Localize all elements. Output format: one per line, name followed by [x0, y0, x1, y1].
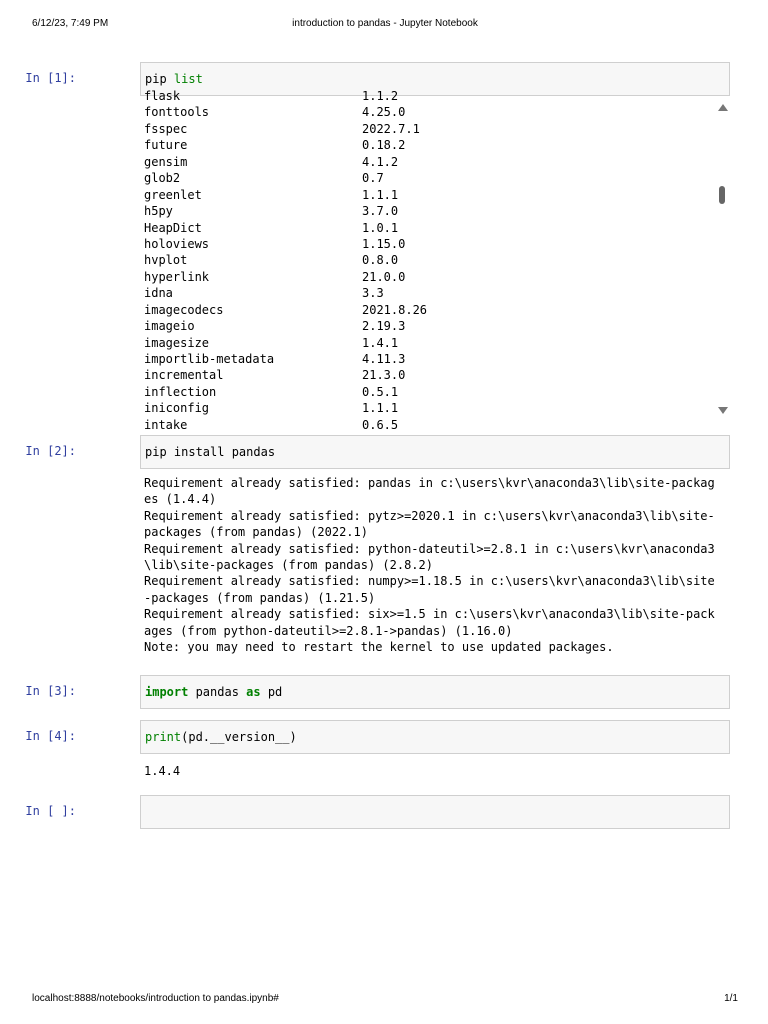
code-input[interactable]: [140, 675, 730, 709]
package-name: flask: [144, 89, 181, 103]
package-name: holoviews: [144, 236, 210, 251]
package-version: 1.1.1: [362, 187, 399, 202]
package-row: [144, 252, 427, 268]
package-row: [144, 384, 427, 400]
cell-prompt: In [1]:: [25, 71, 76, 85]
print-footer: [32, 993, 738, 1007]
package-name: importlib-metadata: [144, 352, 275, 366]
package-row: [144, 88, 427, 104]
code-input[interactable]: [140, 795, 730, 829]
package-row: [144, 170, 427, 186]
print-page-count: 1/1: [724, 993, 738, 1004]
package-name: future: [144, 138, 188, 153]
package-name: iniconfig: [144, 401, 210, 416]
package-name: fonttools: [144, 105, 210, 120]
package-row: [144, 318, 427, 334]
print-title: introduction to pandas - Jupyter Notebook: [292, 18, 478, 29]
package-version: 1.4.1: [362, 335, 399, 350]
package-version: 2.19.3: [362, 319, 406, 334]
package-version: 4.11.3: [362, 352, 406, 366]
package-row: [144, 154, 427, 170]
package-row: [144, 351, 427, 367]
package-name: gensim: [144, 154, 188, 169]
cell-prompt: In [4]:: [25, 729, 76, 743]
package-version: 2022.7.1: [362, 121, 420, 136]
package-row: [144, 400, 427, 416]
code-cell-3[interactable]: [10, 675, 730, 711]
package-row: [144, 236, 427, 252]
package-name: glob2: [144, 171, 181, 186]
package-name: fsspec: [144, 121, 188, 136]
package-name: inflection: [144, 384, 217, 399]
code-text: import pandas as pd: [145, 685, 283, 699]
package-version: 3.3: [362, 286, 384, 301]
package-version: 0.6.5: [362, 417, 399, 432]
package-name: h5py: [144, 204, 173, 219]
package-version: 0.8.0: [362, 253, 399, 268]
package-version: 0.18.2: [362, 138, 406, 153]
package-row: [144, 187, 427, 203]
scroll-thumb[interactable]: [719, 186, 725, 204]
code-input[interactable]: [140, 435, 730, 469]
code-cell-5[interactable]: [10, 795, 730, 831]
package-name: imagesize: [144, 335, 210, 350]
package-version: 1.1.1: [362, 401, 399, 416]
code-text: print(pd.__version__): [145, 730, 297, 744]
package-row: [144, 137, 427, 153]
package-version: 3.7.0: [362, 204, 399, 219]
package-row: [144, 335, 427, 351]
code-text: pip list: [145, 72, 203, 86]
package-name: incremental: [144, 368, 224, 383]
package-table: [144, 88, 427, 433]
cell-prompt: In [ ]:: [25, 804, 76, 818]
scroll-down-icon[interactable]: [718, 407, 728, 414]
code-input[interactable]: [140, 720, 730, 754]
print-header: [32, 18, 738, 32]
package-name: intake: [144, 417, 188, 432]
package-name: imagecodecs: [144, 302, 224, 317]
package-row: [144, 220, 427, 236]
package-name: greenlet: [144, 187, 202, 202]
package-row: [144, 269, 427, 285]
package-version: 1.15.0: [362, 236, 406, 251]
package-name: idna: [144, 286, 173, 301]
code-text: pip install pandas: [145, 445, 276, 459]
output-scrollbar[interactable]: [714, 94, 730, 424]
code-cell-2[interactable]: [10, 435, 730, 665]
package-version: 0.5.1: [362, 384, 399, 399]
package-name: hvplot: [144, 253, 188, 268]
cell-output: Requirement already satisfied: pandas in c:\users\kvr\anaconda3\lib\site-packag es (1.4.4) Requirement already satisfied: pytz>=2020.1 in c:\users\kvr\anaconda3\lib\site- packages (from pandas) (2022.1) Requirement already satisfied: python-dateutil>=2.8.1 in c:\users\kvr\anaconda3 \lib\site-packages (from pandas) (2.8.2) Requirement already satisfied: numpy>=1.18.5 in c:\users\kvr\anaconda3\lib\site -packages (from pandas) (1.21.5) Requirement already satisfied: six>=1.5 in c:\users\kvr\anaconda3\lib\site-pack ages (from python-dateutil>=2.8.1->pandas) (1.16.0) Note: you may need to restart the kernel to use updated packages.: [144, 476, 715, 655]
package-version: 1.0.1: [362, 220, 399, 235]
print-url: localhost:8888/notebooks/introduction to pandas.ipynb#: [32, 993, 279, 1004]
code-cell-4[interactable]: [10, 720, 730, 786]
package-version: 2021.8.26: [362, 302, 428, 317]
package-row: [144, 367, 427, 383]
package-version: 4.1.2: [362, 154, 399, 169]
package-row: [144, 121, 427, 137]
package-row: [144, 104, 427, 120]
package-version: 0.7: [362, 171, 384, 186]
package-version: 21.3.0: [362, 368, 406, 383]
scroll-up-icon[interactable]: [718, 104, 728, 111]
cell-prompt: In [3]:: [25, 684, 76, 698]
package-row: [144, 417, 427, 433]
cell-prompt: In [2]:: [25, 444, 76, 458]
package-name: HeapDict: [144, 220, 202, 235]
package-version: 1.1.2: [362, 89, 399, 103]
package-row: [144, 302, 427, 318]
package-row: [144, 203, 427, 219]
package-version: 4.25.0: [362, 105, 406, 120]
package-version: 21.0.0: [362, 269, 406, 284]
package-name: hyperlink: [144, 269, 210, 284]
package-name: imageio: [144, 319, 195, 334]
pip-list-output[interactable]: [140, 89, 730, 432]
cell-output: 1.4.4: [144, 764, 181, 778]
print-date: 6/12/23, 7:49 PM: [32, 18, 109, 29]
package-row: [144, 285, 427, 301]
